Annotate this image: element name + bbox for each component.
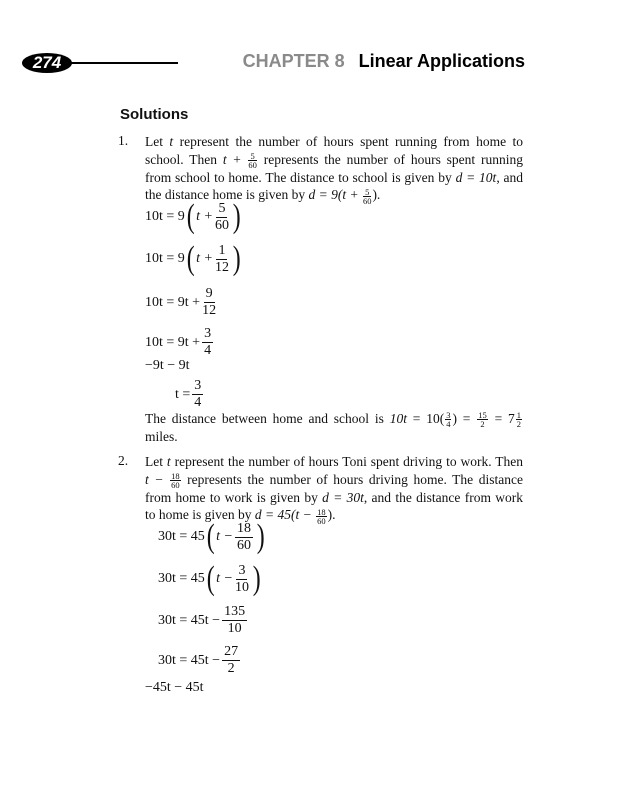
equation-1-1: 10t = 9 ( t + $\frac{5}{60}$ ) — [145, 198, 241, 235]
problem-1-conclusion: The distance between home and school is 10t = 10( $\frac{3}{4}$ ) = $\frac{15}{2}$ = 7 $\frac{1}{2}$ miles. — [145, 410, 522, 445]
equation-2-1: 30t = 45 ( t − $\frac{18}{60}$ ) — [158, 518, 265, 555]
equation-2-3: 30t = 45t − $\frac{135}{10}$ — [158, 604, 246, 636]
chapter-heading — [243, 51, 525, 72]
equation-1-5: −9t − 9t — [145, 358, 190, 373]
equation-2-4: 30t = 45t − $\frac{27}{2}$ — [158, 644, 239, 676]
equation-2-2: 30t = 45 ( t − $\frac{3}{10}$ ) — [158, 560, 261, 597]
equation-1-4: 10t = 9t + $\frac{3}{4}$ — [145, 326, 212, 358]
problem-1-text: Let t represent the number of hours spent running from home to school. Then t + $\frac{5}{60}$ represents the number of hours spent running from school to home. The distance to school is given by d = 10t, and the distance home is given by d = 9(t + $\frac{5}{60}$ ). — [145, 134, 524, 206]
header-rule — [66, 62, 178, 64]
equation-1-6: t = $\frac{3}{4}$ — [175, 378, 202, 410]
page-number-badge: 274 — [22, 53, 72, 73]
problem-2-number: 2. — [118, 453, 129, 468]
chapter-title: Linear Applications — [358, 51, 525, 71]
problem-2-text: Let t represent the number of hours Toni spent driving to work. Then t − $\frac{18}{60}$ represents the number of hours driving home. The distance from home to work is given by d = 30t, and the distance from work to home is given by d = 45(t − $\frac{18}{60}$ ). — [145, 454, 524, 526]
section-title: Solutions — [120, 106, 189, 123]
chapter-label: CHAPTER 8 — [242, 51, 345, 71]
equation-2-5: −45t − 45t — [145, 680, 204, 695]
problem-1-number: 1. — [118, 133, 129, 148]
equation-1-2: 10t = 9 ( t + $\frac{1}{12}$ ) — [145, 240, 241, 277]
equation-1-3: 10t = 9t + $\frac{9}{12}$ — [145, 286, 217, 318]
